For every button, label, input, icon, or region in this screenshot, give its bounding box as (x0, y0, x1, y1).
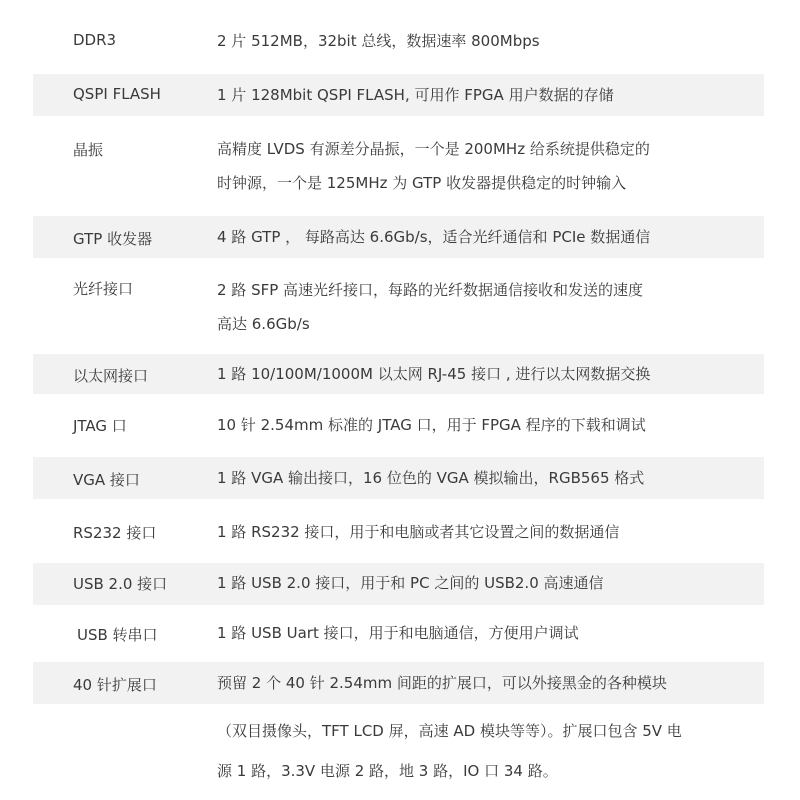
spec-desc-line: 1 路 USB 2.0 接口，用于和 PC 之间的 USB2.0 高速通信 (217, 574, 604, 592)
spec-desc (217, 714, 737, 788)
spec-desc-line: 时钟源，一个是 125MHz 为 GTP 收发器提供稳定的时钟输入 (217, 174, 627, 192)
spec-name: 光纤接口 (73, 280, 134, 298)
table-row (33, 404, 764, 446)
spec-name: RS232 接口 (73, 524, 157, 542)
table-row (33, 510, 764, 554)
spec-desc (217, 461, 737, 495)
spec-name: USB 转串口 (77, 626, 158, 644)
spec-desc (217, 566, 737, 600)
spec-name: VGA 接口 (73, 471, 140, 489)
spec-desc (217, 408, 737, 442)
spec-desc (217, 357, 737, 391)
spec-desc-line: 10 针 2.54mm 标准的 JTAG 口，用于 FPGA 程序的下载和调试 (217, 416, 646, 434)
spec-desc-line: 1 片 128Mbit QSPI FLASH, 可用作 FPGA 用户数据的存储 (217, 86, 614, 104)
table-row (33, 662, 764, 704)
spec-desc-line: 1 路 USB Uart 接口，用于和电脑通信，方便用户调试 (217, 624, 579, 642)
spec-desc (217, 515, 737, 549)
table-row (33, 216, 764, 258)
spec-desc (217, 24, 737, 58)
table-row (33, 268, 764, 344)
spec-desc-line: 1 路 10/100M/1000M 以太网 RJ-45 接口 , 进行以太网数据交换 (217, 365, 651, 383)
spec-desc-line: 2 片 512MB，32bit 总线，数据速率 800Mbps (217, 32, 540, 50)
spec-desc (217, 273, 737, 341)
spec-name: 40 针扩展口 (73, 676, 157, 694)
spec-desc-line: 2 路 SFP 高速光纤接口，每路的光纤数据通信接收和发送的速度 (217, 281, 644, 299)
spec-name: 以太网接口 (73, 367, 149, 385)
table-row (33, 612, 764, 656)
table-row (33, 20, 764, 62)
spec-desc (217, 616, 737, 650)
spec-desc-line: （双目摄像头，TFT LCD 屏，高速 AD 模块等等）。扩展口包含 5V 电 (217, 722, 682, 740)
table-row (33, 354, 764, 394)
spec-name: QSPI FLASH (73, 85, 161, 103)
spec-desc-line: 高精度 LVDS 有源差分晶振，一个是 200MHz 给系统提供稳定的 (217, 140, 650, 158)
table-row (33, 74, 764, 116)
table-row (33, 457, 764, 499)
spec-desc (217, 666, 737, 700)
table-row (33, 712, 764, 792)
table-row (33, 563, 764, 605)
spec-desc-line: 4 路 GTP ， 每路高达 6.6Gb/s，适合光纤通信和 PCIe 数据通信 (217, 228, 651, 246)
spec-desc (217, 78, 737, 112)
spec-name: USB 2.0 接口 (73, 575, 168, 593)
spec-desc-line: 1 路 RS232 接口，用于和电脑或者其它设置之间的数据通信 (217, 523, 620, 541)
spec-desc (217, 220, 737, 254)
table-row (33, 126, 764, 206)
spec-desc (217, 132, 737, 200)
spec-desc-line: 源 1 路，3.3V 电源 2 路，地 3 路，IO 口 34 路。 (217, 762, 558, 780)
spec-desc-line: 高达 6.6Gb/s (217, 315, 310, 333)
spec-name: 晶振 (73, 141, 104, 159)
spec-desc-line: 1 路 VGA 输出接口，16 位色的 VGA 模拟输出，RGB565 格式 (217, 469, 645, 487)
spec-name: JTAG 口 (73, 417, 127, 435)
spec-desc-line: 预留 2 个 40 针 2.54mm 间距的扩展口，可以外接黑金的各种模块 (217, 674, 667, 692)
spec-name: GTP 收发器 (73, 230, 153, 248)
spec-name: DDR3 (73, 31, 117, 49)
